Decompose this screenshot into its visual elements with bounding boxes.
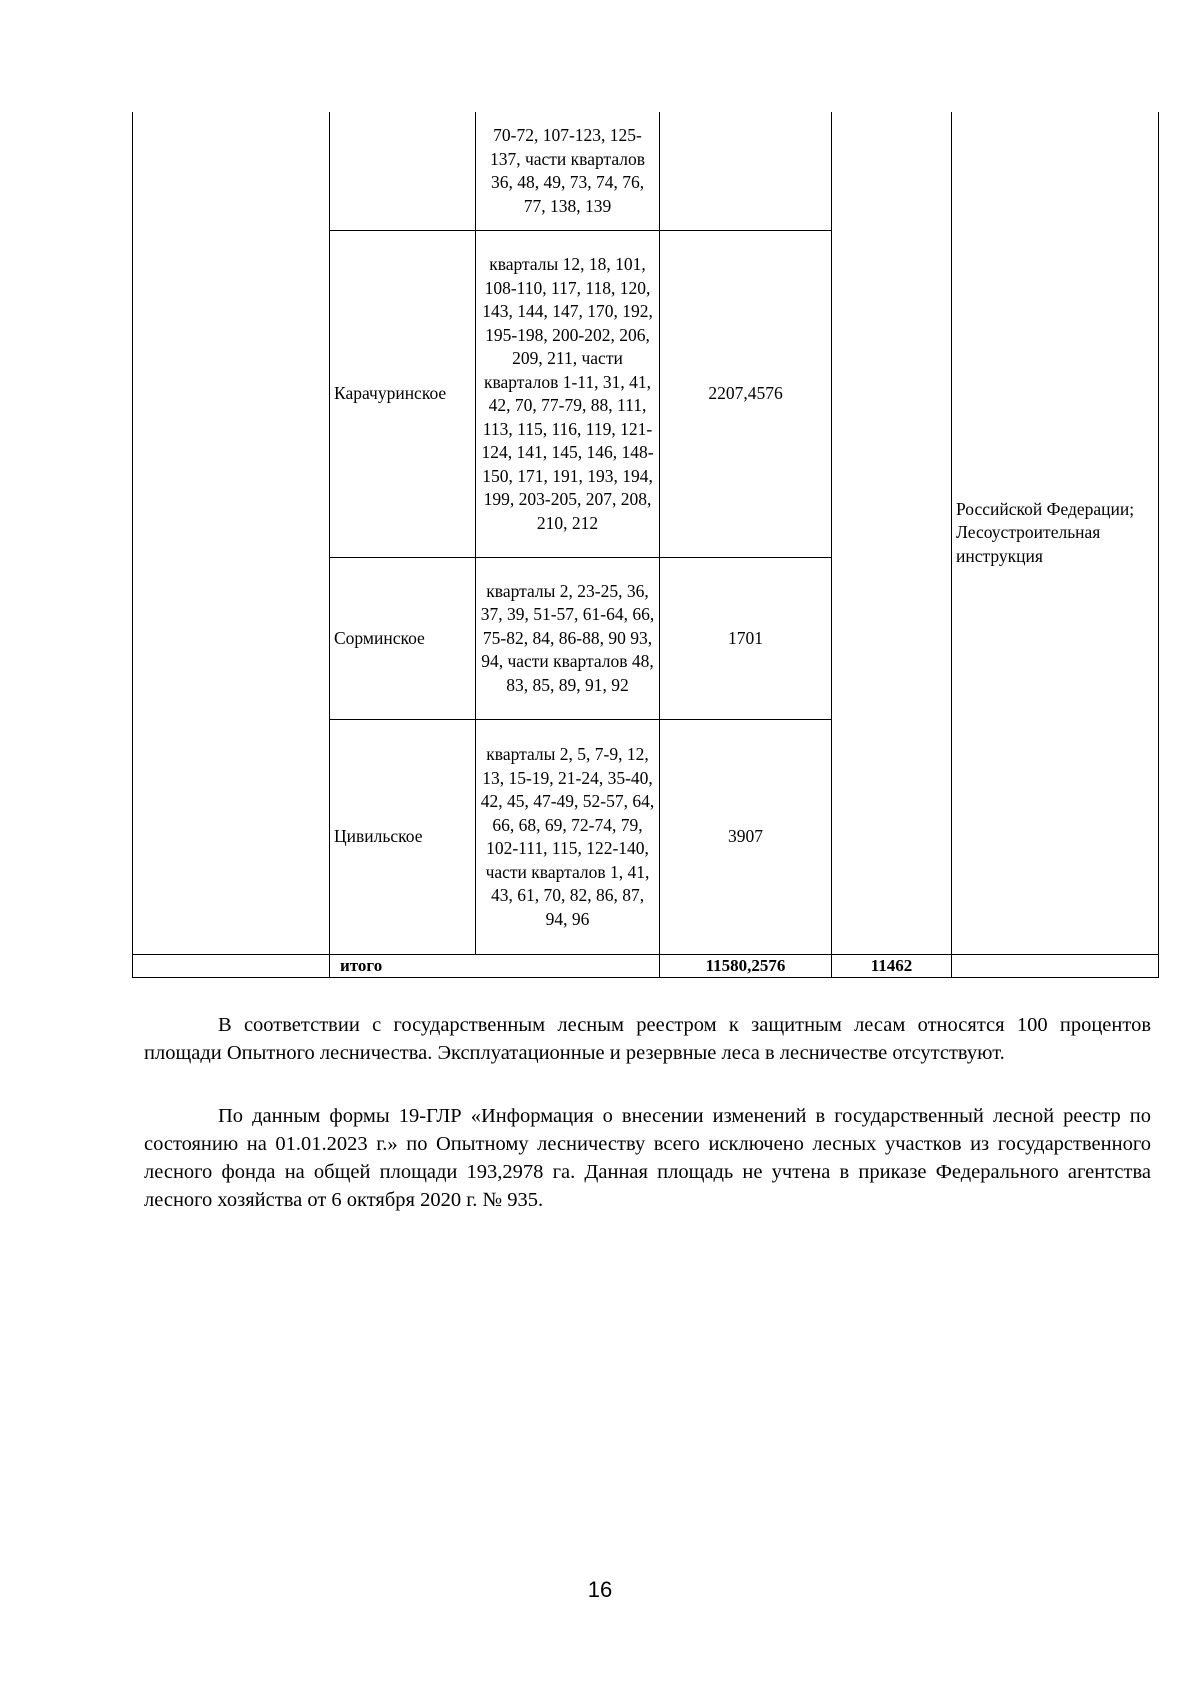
district-name-cell: Цивильское bbox=[330, 720, 476, 955]
total-area-secondary: 11462 bbox=[832, 955, 952, 978]
table-cell-empty bbox=[133, 112, 330, 955]
table-cell-empty bbox=[330, 112, 476, 231]
quarters-cell: кварталы 2, 23-25, 36, 37, 39, 51-57, 61-64, 66, 75-82, 84, 86-88, 90 93, 94, части кварталов 48, 83, 85, 89, 91, 92 bbox=[476, 558, 660, 720]
area-cell: 1701 bbox=[660, 558, 832, 720]
quarters-cell: 70-72, 107-123, 125-137, части кварталов 36, 48, 49, 73, 74, 76, 77, 138, 139 bbox=[476, 112, 660, 231]
quarters-cell: кварталы 12, 18, 101, 108-110, 117, 118, 120, 143, 144, 147, 170, 192, 195-198, 200-202, 206, 209, 211, части кварталов 1-11, 31, 41, 42, 70, 77-79, 88, 111, 113, 115, 116, 119, 121-124, 141, 145, 146, 148-150, 171, 191, 193, 194, 199, 203-205, 207, 208, 210, 212 bbox=[476, 231, 660, 558]
district-name-cell: Карачуринское bbox=[330, 231, 476, 558]
regulation-note-cell: Российской Федерации; Лесоустроительная инструкция bbox=[952, 112, 1159, 955]
quarters-cell: кварталы 2, 5, 7-9, 12, 13, 15-19, 21-24, 35-40, 42, 45, 47-49, 52-57, 64, 66, 68, 69, 72-74, 79, 102-111, 115, 122-140, части кварталов 1, 41, 43, 61, 70, 82, 86, 87, 94, 96 bbox=[476, 720, 660, 955]
table-row-continuation bbox=[133, 112, 1159, 231]
forest-district-table bbox=[132, 112, 1159, 978]
district-name-cell: Сорминское bbox=[330, 558, 476, 720]
paragraph-protective-forests: В соответствии с государственным лесным реестром к защитным лесам относятся 100 процентов площади Опытного лесничества. Эксплуатационные и резервные леса в лесничестве отсутствуют. bbox=[144, 1014, 1151, 1064]
table-total-row bbox=[133, 955, 1159, 978]
total-label: итого bbox=[330, 955, 660, 978]
area-cell: 3907 bbox=[660, 720, 832, 955]
page-number: 16 bbox=[587, 1577, 613, 1602]
table-cell-empty bbox=[832, 112, 952, 955]
table-cell-empty bbox=[952, 955, 1159, 978]
table-cell-empty bbox=[133, 955, 330, 978]
paragraph-excluded-plots: По данным формы 19-ГЛР «Информация о внесении изменений в государственный лесной реестр по состоянию на 01.01.2023 г.» по Опытному лесничеству всего исключено лесных участков из государственного лесного фонда на общей площади 193,2978 га. Данная площадь не учтена в приказе Федерального агентства лесного хозяйства от 6 октября 2020 г. № 935. bbox=[144, 1105, 1151, 1211]
area-cell: 2207,4576 bbox=[660, 231, 832, 558]
table-cell-empty bbox=[660, 112, 832, 231]
total-area: 11580,2576 bbox=[660, 955, 832, 978]
